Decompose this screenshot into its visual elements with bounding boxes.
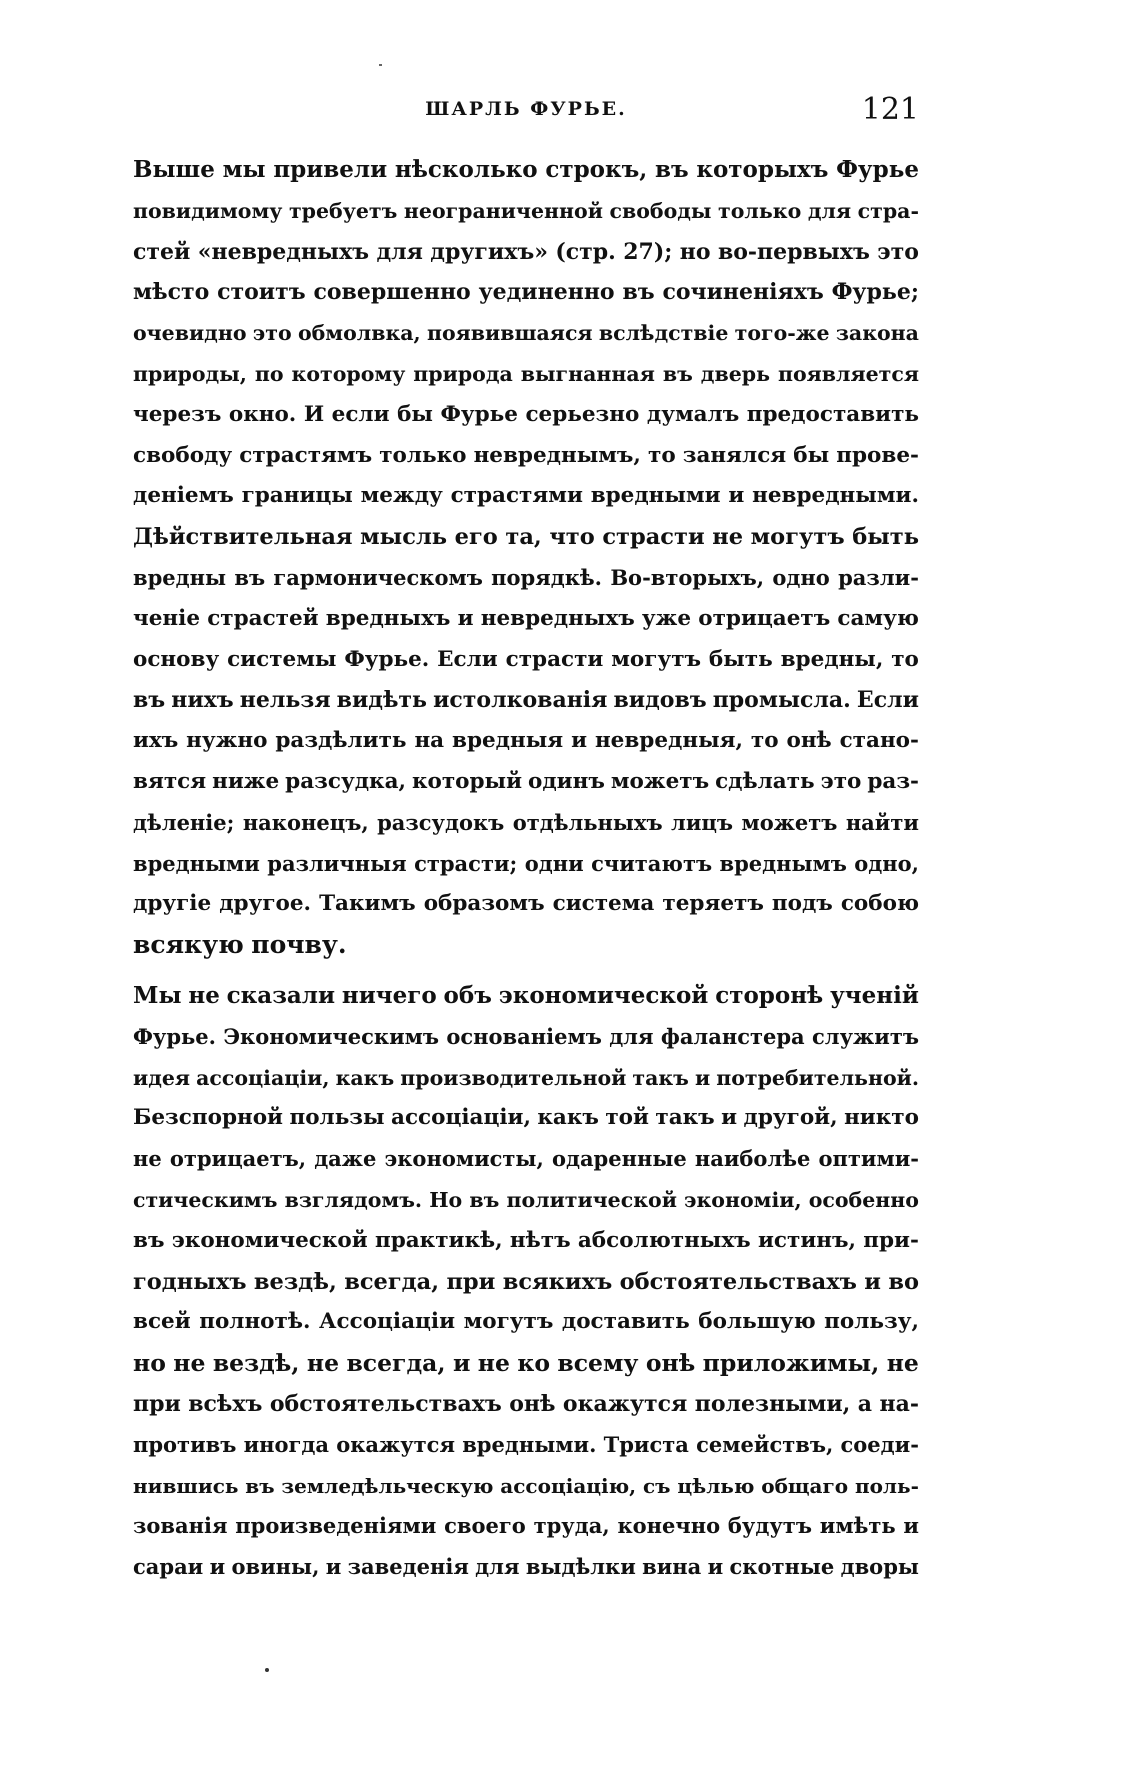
paragraph xyxy=(133,976,919,1588)
text-line: въ нихъ нельзя видѣть истолкованія видовъ промысла. Если xyxy=(133,687,919,714)
text-line: повидимому требуетъ неограниченной свободы только для стра- xyxy=(133,198,919,223)
text-line: дѣленіе; наконецъ, разсудокъ отдѣльныхъ лицъ можетъ найти xyxy=(133,809,919,835)
text-line: деніемъ границы между страстями вредными и невредными. xyxy=(133,483,919,509)
text-line: годныхъ вездѣ, всегда, при всякихъ обстоятельствахъ и во xyxy=(133,1268,919,1295)
text-line: всякую почву. xyxy=(133,930,347,960)
text-line: вятся ниже разсудка, который одинъ можетъ сдѣлать это раз- xyxy=(133,768,919,794)
text-line: въ экономической практикѣ, нѣтъ абсолютныхъ истинъ, при- xyxy=(133,1227,919,1253)
text-line: Фурье. Экономическимъ основаніемъ для фаланстера служитъ xyxy=(133,1023,919,1049)
print-speck xyxy=(379,64,382,66)
text-line: не отрицаетъ, даже экономисты, одаренные наиболѣе оптими- xyxy=(133,1146,919,1172)
text-line: противъ иногда окажутся вредными. Триста семействъ, соеди- xyxy=(133,1431,919,1457)
text-line: Дѣйствительная мысль его та, что страсти не могутъ быть xyxy=(133,524,919,551)
paragraph xyxy=(133,150,919,966)
text-line: очевидно это обмолвка, появившаяся вслѣдствіе того-же закона xyxy=(133,321,919,346)
text-line: всей полнотѣ. Ассоціаціи могутъ доставить большую пользу, xyxy=(133,1309,919,1335)
text-line: ихъ нужно раздѣлить на вредныя и невредныя, то онѣ стано- xyxy=(133,728,919,754)
text-line: мѣсто стоитъ совершенно уединенно въ сочиненіяхъ Фурье; xyxy=(133,279,919,306)
text-line: но не вездѣ, не всегда, и не ко всему онѣ приложимы, не xyxy=(133,1349,919,1378)
running-head xyxy=(133,92,919,132)
page-number: 121 xyxy=(861,92,919,127)
text-line: идея ассоціаціи, какъ производительной такъ и потребительной. xyxy=(133,1065,919,1090)
text-line: нившись въ земледѣльческую ассоціацію, съ цѣлью общаго поль- xyxy=(133,1473,919,1498)
text-line: стей «невредныхъ для другихъ» (стр. 27); но во-первыхъ это xyxy=(133,238,919,265)
text-line: черезъ окно. И если бы Фурье серьезно думалъ предоставить xyxy=(133,401,919,427)
paragraph-gap xyxy=(133,966,919,976)
text-line: вредны въ гармоническомъ порядкѣ. Во-вторыхъ, одно разли- xyxy=(133,564,919,590)
text-line: при всѣхъ обстоятельствахъ онѣ окажутся полезными, а на- xyxy=(133,1390,919,1417)
text-line: ченіе страстей вредныхъ и невредныхъ уже отрицаетъ самую xyxy=(133,605,919,631)
text-line: Мы не сказали ничего объ экономической сторонѣ ученій xyxy=(133,981,919,1009)
text-line: Выше мы привели нѣсколько строкъ, въ которыхъ Фурье xyxy=(133,156,919,183)
text-line: сараи и овины, и заведенія для выдѣлки вина и скотные дворы xyxy=(133,1554,919,1580)
text-line: стическимъ взглядомъ. Но въ политической экономіи, особенно xyxy=(133,1187,919,1212)
text-line: другіе другое. Такимъ образомъ система теряетъ подъ собою xyxy=(133,891,919,917)
text-line: зованія произведеніями своего труда, конечно будутъ имѣть и xyxy=(133,1513,919,1539)
body-text xyxy=(133,150,919,1588)
text-line: природы, по которому природа выгнанная въ дверь появляется xyxy=(133,361,919,386)
text-line: основу системы Фурье. Если страсти могутъ быть вредны, то xyxy=(133,646,919,672)
text-line: вредными различныя страсти; одни считаютъ вреднымъ одно, xyxy=(133,850,919,876)
print-speck xyxy=(265,1668,269,1672)
running-title: ШАРЛЬ ФУРЬЕ. xyxy=(425,98,627,120)
text-line: Безспорной пользы ассоціаціи, какъ той такъ и другой, никто xyxy=(133,1105,919,1131)
text-line: свободу страстямъ только невреднымъ, то занялся бы прове- xyxy=(133,442,919,468)
